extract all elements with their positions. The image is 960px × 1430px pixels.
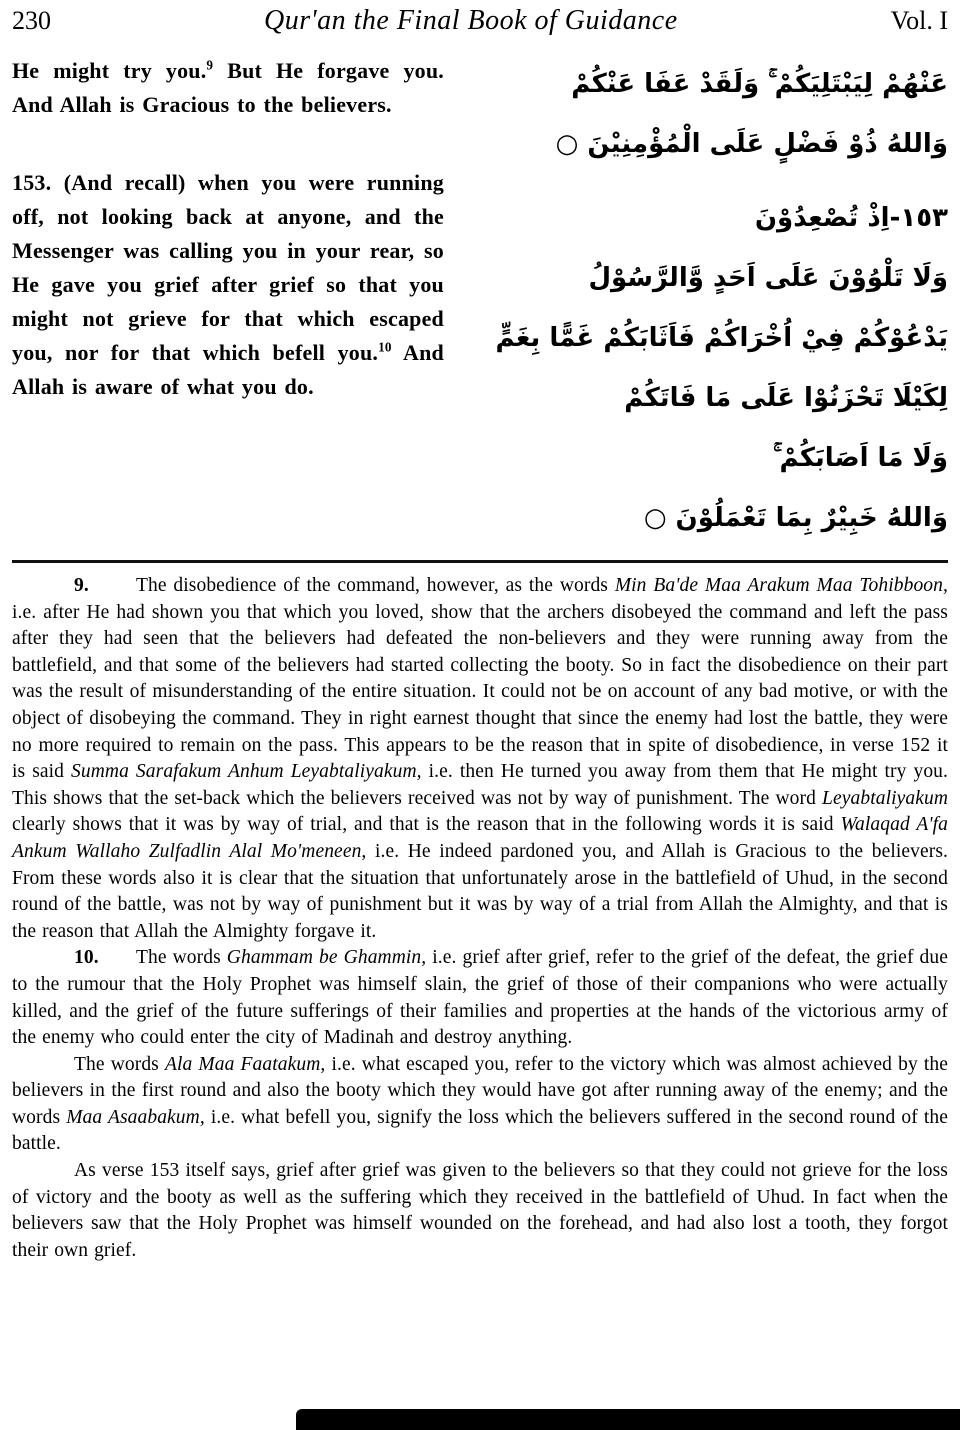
footnotes-section <box>12 573 948 1264</box>
volume-label: Vol. I <box>890 6 948 35</box>
footnote-10-continued-1: The words Ala Maa Faatakum, i.e. what escaped you, refer to the victory which was almost achieved by the believers in the first round and also the booty which they would have got after running away of the enemy; and the words Maa Asaabakum, i.e. what befell you, signify the loss which the believers suffered in the second round of the battle. <box>12 1053 949 1155</box>
arabic-line: يَدْعُوْكُمْ فِيْ اُخْرَاكُمْ فَاَثَابَكُمْ غَمًّا بِغَمٍّ <box>495 323 948 353</box>
page-number: 230 <box>12 6 51 35</box>
footnote-10-continued-2: As verse 153 itself says, grief after grief was given to the believers so that they could not grieve for the loss of victory and the booty as well as the suffering which they received in the battlefield of Uhud. In fact when the believers saw that the Holy Prophet was himself wounded on the forehead, and had also lost a tooth, they forgot their own grief. <box>12 1160 948 1261</box>
arabic-column <box>456 54 948 548</box>
arabic-line: لِكَيْلَا تَحْزَنُوْا عَلَى مَا فَاتَكُمْ <box>624 383 948 413</box>
arabic-line: وَلَا مَا اَصَابَكُمْ ۚ <box>772 443 948 473</box>
arabic-line: ١٥٣-اِذْ تُصْعِدُوْنَ <box>754 203 948 233</box>
page-header <box>12 6 948 36</box>
arabic-line: عَنْهُمْ لِيَبْتَلِيَكُمْ ۚ وَلَقَدْ عَفَا عَنْكُمْ <box>571 69 948 99</box>
arabic-line: وَاللهُ خَبِيْرٌ بِمَا تَعْمَلُوْنَ ○ <box>643 503 948 533</box>
verse-152-translation: He might try you.$^9$ But He forgave you. And Allah is Gracious to the believers. <box>12 57 445 117</box>
verse-section <box>12 54 948 548</box>
arabic-verse-152 <box>456 54 948 174</box>
verse-153-translation: 153. (And recall) when you were running off, not looking back at anyone, and the Messenger was calling you in your rear, so He gave you grief after grief so that you might not grieve for that which escaped you, nor for that which befell you.$^{10}$ And Allah is aware of what you do. <box>12 170 444 399</box>
scan-artifact-bar <box>296 1409 960 1430</box>
arabic-line: وَلَا تَلْوُوْنَ عَلَى اَحَدٍ وَّالرَّسُوْلُ <box>588 263 948 293</box>
translation-column <box>12 54 444 548</box>
footnote-9: 9. The disobedience of the command, however, as the words Min Ba'de Maa Arakum Maa Tohibboon, i.e. after He had shown you that which you loved, show that the archers disobeyed the command and left the pass after they had seen that the believers had defeated the non-believers and they were running away from the battlefield, and that some of the believers had started collecting the booty. So in fact the disobedience on their part was the result of misunderstanding of the entire situation. It could not be on account of any bad motive, or with the object of disobeying the command. They in right earnest thought that since the enemy had lost the battle, they were no more required to remain on the pass. This appears to be the reason that in spite of disobedience, in verse 152 it is said Summa Sarafakum Anhum Leyabtaliyakum, i.e. then He turned you away from them that He might try you. This shows that the set-back which the believers received was not by way of punishment. The word Leyabtaliyakum clearly shows that it was by way of trial, and that is the reason that in the following words it is said Walaqad A'fa Ankum Wallaho Zulfadlin Alal Mo'meneen, i.e. He indeed pardoned you, and Allah is Gracious to the believers. From these words also it is clear that the situation that unfortunately arose in the battlefield of Uhud, in the second round of the battle, was not by way of punishment but it was by way of a trial from Allah the Almighty, and that is the reason that Allah the Almighty forgave it. <box>12 575 948 942</box>
footnote-divider <box>12 560 948 563</box>
book-title: Qur'an the Final Book of Guidance <box>264 5 678 36</box>
arabic-verse-153 <box>456 188 948 548</box>
footnote-10: 10. The words Ghammam be Ghammin, i.e. grief after grief, refer to the grief of the defeat, the grief due to the rumour that the Holy Prophet was himself slain, the grief of those of their companions who were actually killed, and the grief of the future sufferings of their families and properties at the hands of the victorious army of the enemy who could enter the city of Madinah and destroy anything. <box>12 947 948 1049</box>
arabic-line: وَاللهُ ذُوْ فَضْلٍ عَلَى الْمُؤْمِنِيْنَ ○ <box>555 129 948 159</box>
